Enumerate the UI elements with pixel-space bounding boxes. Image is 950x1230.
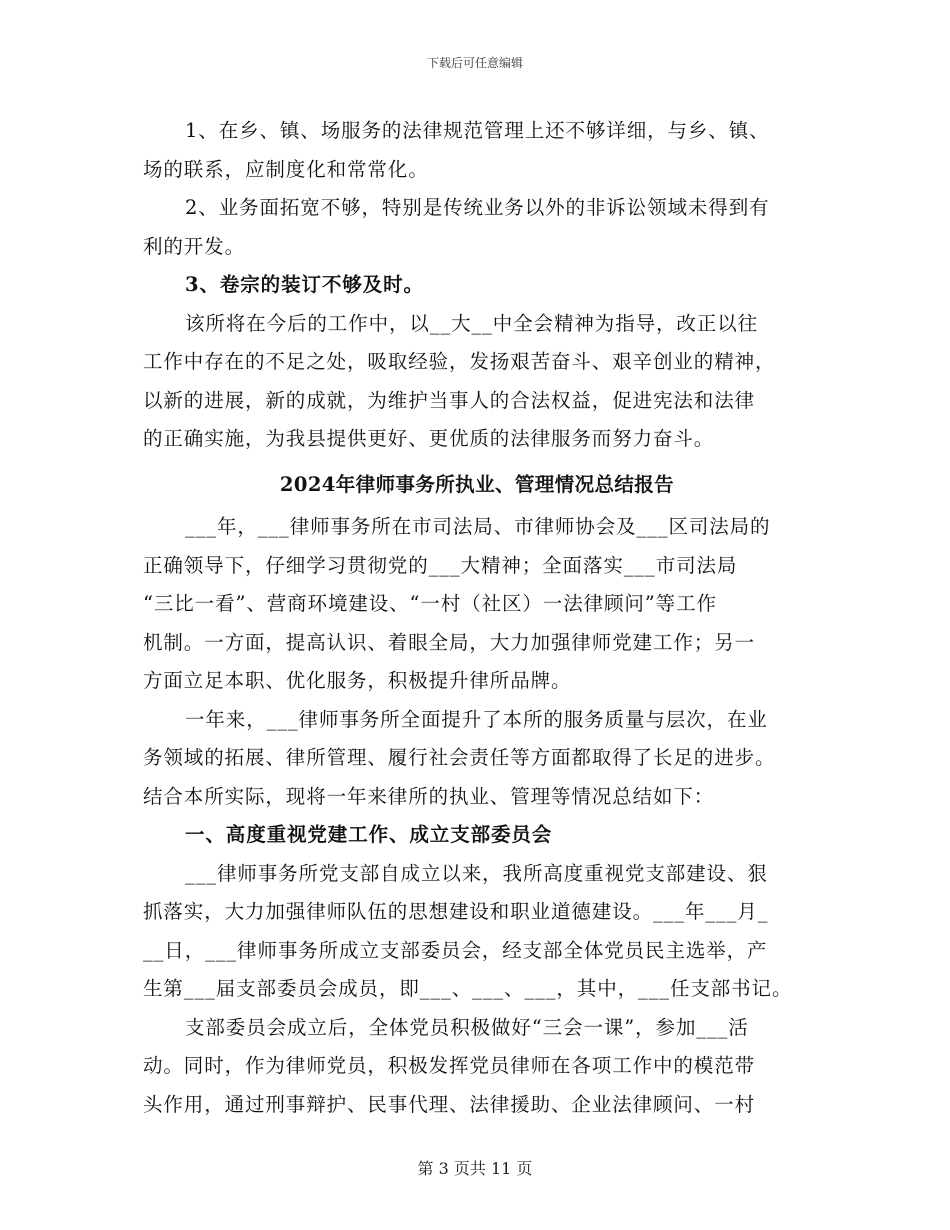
paragraph-line: 场的联系，应制度化和常常化。 [143,157,429,181]
paragraph-line: “三比一看”、营商环境建设、“一村（社区）一法律顾问”等工作 [143,592,717,615]
paragraph-line: 1、在乡、镇、场服务的法律规范管理上还不够详细，与乡、镇、 [185,119,770,142]
paragraph-line: 头作用，通过刑事辩护、民事代理、法律援助、企业法律顾问、一村 [143,1092,756,1116]
paragraph-line: 该所将在今后的工作中，以__大__中全会精神为指导，改正以往 [185,311,759,335]
paragraph-line: ___律师事务所党支部自成立以来，我所高度重视党支部建设、狠 [185,861,768,885]
paragraph-line: 支部委员会成立后，全体党员积极做好“三会一课”，参加___活 [185,1015,749,1039]
paragraph-line: 的正确实施，为我县提供更好、更优质的法律服务而努力奋斗。 [143,427,715,450]
paragraph-line: ___年，___律师事务所在市司法局、市律师协会及___区司法局的 [185,515,771,538]
paragraph-line: 结合本所实际，现将一年来律所的执业、管理等情况总结如下： [143,784,715,808]
paragraph-line: 利的开发。 [143,234,246,258]
paragraph-line: 抓落实，大力加强律师队伍的思想建设和职业道德建设。___年___月_ [143,900,769,923]
bold-item-heading: 3、卷宗的装订不够及时。 [185,273,424,296]
paragraph-line: 生第___届支部委员会成员，即___、___、___，其中，___任支部书记。 [143,977,793,1000]
paragraph-line: 正确领导下，仔细学习贯彻党的___大精神；全面落实___市司法局 [143,553,738,577]
section-heading: 一、高度重视党建工作、成立支部委员会 [185,823,553,846]
paragraph-line: 务领域的拓展、律所管理、履行社会责任等方面都取得了长足的进步。 [143,746,776,769]
paragraph-line: __日，___律师事务所成立支部委员会，经支部全体党员民主选举，产 [143,938,768,962]
page-footer: 第 3 页共 11 页 [417,1159,533,1178]
page-header: 下载后可任意编辑 [426,56,523,70]
paragraph-line: 2、业务面拓宽不够，特别是传统业务以外的非诉讼领域未得到有 [185,196,770,219]
paragraph-line: 工作中存在的不足之处，吸取经验，发扬艰苦奋斗、艰辛创业的精神， [143,350,776,373]
paragraph-line: 机制。一方面，提高认识、着眼全局，大力加强律师党建工作；另一 [143,630,756,654]
paragraph-line: 一年来，___律师事务所全面提升了本所的服务质量与层次，在业 [185,707,768,731]
paragraph-line: 方面立足本职、优化服务，积极提升律所品牌。 [143,669,572,692]
paragraph-line: 以新的进展，新的成就，为维护当事人的合法权益，促进宪法和法律 [143,388,756,412]
report-title: 2024年律师事务所执业、管理情况总结报告 [279,472,675,496]
paragraph-line: 动。同时，作为律师党员，积极发挥党员律师在各项工作中的模范带 [143,1054,756,1077]
document-body [143,112,811,1124]
